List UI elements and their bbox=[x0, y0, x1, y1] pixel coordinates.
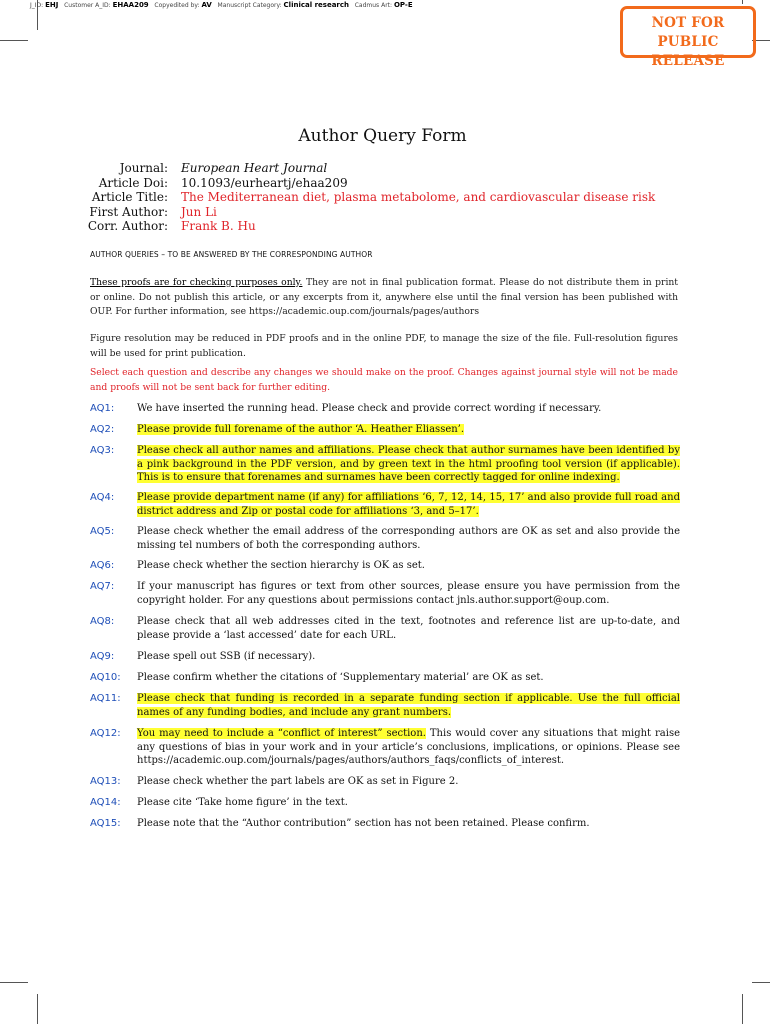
meta-value: Jun Li bbox=[181, 204, 217, 219]
query-item bbox=[90, 525, 680, 552]
query-text-content: Please provide full forename of the author ‘A. Heather Eliassen’. bbox=[137, 424, 465, 435]
query-text bbox=[137, 796, 680, 810]
query-text bbox=[137, 580, 680, 607]
query-id-link[interactable]: AQ6: bbox=[90, 560, 115, 571]
query-id-link[interactable]: AQ12: bbox=[90, 728, 121, 739]
query-id-link[interactable]: AQ4: bbox=[90, 492, 115, 503]
crop-mark-top-left-h bbox=[0, 40, 28, 41]
query-text bbox=[137, 559, 680, 573]
query-text bbox=[137, 491, 680, 518]
query-text-content: Please cite ‘Take home figure’ in the text. bbox=[137, 797, 348, 808]
meta-value: Frank B. Hu bbox=[181, 219, 256, 234]
query-text bbox=[137, 727, 680, 768]
meta-value: 10.1093/eurheartj/ehaa209 bbox=[181, 175, 348, 190]
article-metadata bbox=[80, 161, 655, 234]
meta-row bbox=[80, 176, 655, 191]
query-text-content: Please confirm whether the citations of ‘Supplementary material’ are OK as set. bbox=[137, 672, 544, 683]
query-text bbox=[137, 671, 680, 685]
meta-label: First Author: bbox=[89, 204, 168, 219]
query-text bbox=[137, 423, 680, 437]
query-id-link[interactable]: AQ10: bbox=[90, 672, 121, 683]
stamp-line-2: PUBLIC RELEASE bbox=[651, 34, 725, 69]
meta-label: Corr. Author: bbox=[87, 219, 168, 234]
query-id-link[interactable]: AQ2: bbox=[90, 424, 115, 435]
query-text-content: Please check all author names and affiliations. Please check that author surnames have been identified by a pink background in the PDF version, and by green text in the html proofing tool version (if applicable). This is to ensure that forenames and surnames have been correctly tagged for online indexing. bbox=[137, 445, 680, 484]
query-id-link[interactable]: AQ13: bbox=[90, 776, 121, 787]
page-title: Author Query Form bbox=[298, 126, 467, 146]
query-text bbox=[137, 525, 680, 552]
crop-mark-bottom-right-v bbox=[742, 994, 743, 1024]
query-text bbox=[137, 444, 680, 485]
query-text-rest: This would cover any situations that might raise any questions of bias in your work and in your article’s conclusions, implications, or opinions. Please see https://academic.oup.com/journals/pages/authors/authors_faqs/conflicts_of_interest. bbox=[137, 728, 680, 767]
query-text-content: We have inserted the running head. Please check and provide correct wording if necessary. bbox=[137, 403, 602, 414]
query-text-content: Please note that the “Author contribution” section has not been retained. Please confirm. bbox=[137, 818, 590, 829]
query-id-link[interactable]: AQ3: bbox=[90, 445, 115, 456]
query-item bbox=[90, 671, 680, 685]
query-item bbox=[90, 775, 680, 789]
query-text-content: If your manuscript has figures or text from other sources, please ensure you have permission from the copyright holder. For any questions about permissions contact jnls.author.support@oup.com. bbox=[137, 581, 680, 606]
query-id-link[interactable]: AQ14: bbox=[90, 797, 121, 808]
figure-note: Figure resolution may be reduced in PDF proofs and in the online PDF, to manage the size of the file. Full-resolution figures will be used for print publication. bbox=[90, 333, 678, 359]
query-text-content: Please check whether the part labels are OK as set in Figure 2. bbox=[137, 776, 459, 787]
meta-label: Article Title: bbox=[91, 190, 168, 205]
crop-mark-bottom-left-h bbox=[0, 982, 28, 983]
query-text-content: Please check that funding is recorded in a separate funding section if applicable. Use the full official names of any funding bodies, and include any grant numbers. bbox=[137, 693, 680, 718]
query-text-content: Please check whether the email address of the corresponding authors are OK as set and also provide the missing tel numbers of both the corresponding authors. bbox=[137, 526, 680, 551]
query-item bbox=[90, 491, 680, 518]
query-text-content: Please provide department name (if any) for affiliations ‘6, 7, 12, 14, 15, 17’ and also provide full road and district address and Zip or postal code for affiliations ‘3, and 5–17’. bbox=[137, 492, 680, 517]
intro-rest: They are not in final publication format. Please do not distribute them in print or online. Do not publish this article, or any excerpts from it, anywhere else until the final version has been published with OUP. For further information, see https://academic.oup.com/journals/pages/authors bbox=[90, 277, 678, 317]
query-item bbox=[90, 444, 680, 485]
query-item bbox=[90, 692, 680, 719]
query-text-content: Please spell out SSB (if necessary). bbox=[137, 651, 316, 662]
meta-label: Article Doi: bbox=[98, 175, 168, 190]
meta-label: Journal: bbox=[119, 161, 168, 175]
query-item bbox=[90, 727, 680, 768]
query-text bbox=[137, 402, 680, 416]
query-item bbox=[90, 650, 680, 664]
query-item bbox=[90, 402, 680, 416]
stamp-line-1: NOT FOR bbox=[651, 15, 725, 31]
query-item bbox=[90, 817, 680, 831]
query-id-link[interactable]: AQ7: bbox=[90, 581, 115, 592]
query-id-link[interactable]: AQ11: bbox=[90, 693, 121, 704]
query-id-link[interactable]: AQ5: bbox=[90, 526, 115, 537]
query-id-link[interactable]: AQ15: bbox=[90, 818, 121, 829]
query-item bbox=[90, 796, 680, 810]
query-id-link[interactable]: AQ8: bbox=[90, 616, 115, 627]
crop-mark-bottom-left-v bbox=[37, 994, 38, 1024]
crop-mark-bottom-right-h bbox=[752, 982, 770, 983]
query-text bbox=[137, 650, 680, 664]
meta-value: The Mediterranean diet, plasma metabolome, and cardiovascular disease risk bbox=[181, 190, 656, 205]
query-text-highlighted: You may need to include a “conflict of interest” section. bbox=[137, 728, 426, 739]
intro-underlined: These proofs are for checking purposes only. bbox=[90, 277, 303, 288]
query-id-link[interactable]: AQ1: bbox=[90, 403, 115, 414]
meta-row bbox=[80, 161, 655, 176]
section-heading: AUTHOR QUERIES – TO BE ANSWERED BY THE CORRESPONDING AUTHOR bbox=[90, 250, 373, 259]
query-id-link[interactable]: AQ9: bbox=[90, 651, 115, 662]
meta-value: European Heart Journal bbox=[181, 161, 328, 175]
not-for-public-release-stamp bbox=[620, 6, 756, 69]
query-text bbox=[137, 615, 680, 642]
intro-paragraph bbox=[90, 276, 678, 320]
instruction-note: Select each question and describe any changes we should make on the proof. Changes against journal style will not be made and proofs will not be sent back for further editing. bbox=[90, 367, 678, 393]
query-text bbox=[137, 692, 680, 719]
query-item bbox=[90, 423, 680, 437]
query-text bbox=[137, 817, 680, 831]
crop-mark-top-right-v bbox=[742, 0, 743, 4]
query-text bbox=[137, 775, 680, 789]
query-text-content: Please check that all web addresses cited in the text, footnotes and reference list are up-to-date, and please provide a ‘last accessed’ date for each URL. bbox=[137, 616, 680, 641]
query-item bbox=[90, 580, 680, 607]
query-item bbox=[90, 615, 680, 642]
running-header: J_ID: EHJ Customer A_ID: EHAA209 Copyedited by: AV Manuscript Category: Clinical research Cadmus Art: OP-E bbox=[30, 1, 413, 9]
meta-row bbox=[80, 205, 655, 220]
query-text-content: Please check whether the section hierarchy is OK as set. bbox=[137, 560, 425, 571]
meta-row bbox=[80, 219, 655, 234]
query-item bbox=[90, 559, 680, 573]
meta-row bbox=[80, 190, 655, 205]
